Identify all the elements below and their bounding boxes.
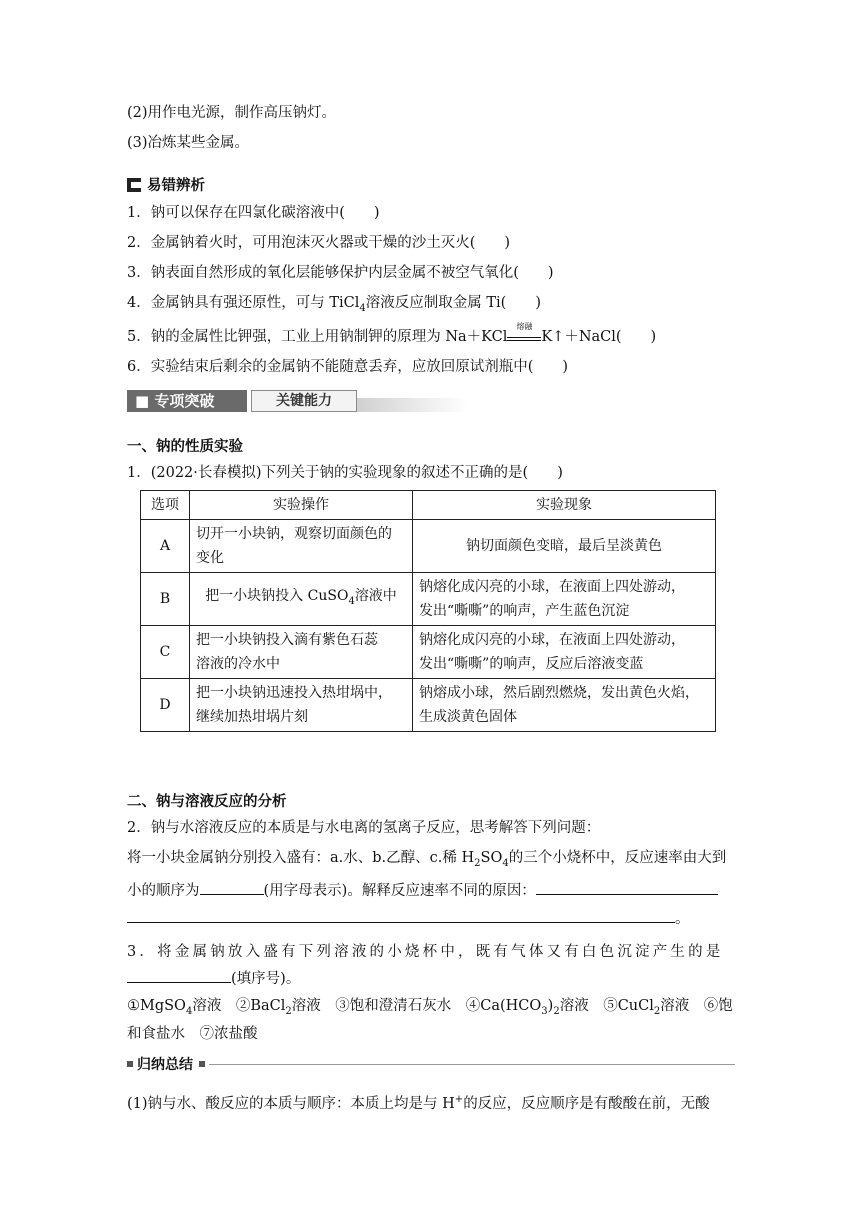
part2-heading: 二、钠与溶液反应的分析 (127, 794, 287, 810)
table-row: A 切开一小块钠，观察切面颜色的 变化 钠切面颜色变暗，最后呈淡黄色 (141, 520, 716, 573)
answer-blank[interactable] (200, 880, 264, 895)
q3-answer-blank[interactable] (127, 968, 231, 983)
banner-fade (357, 398, 467, 412)
summary-bullet (199, 1061, 205, 1067)
error-item-1: 1．钠可以保存在四氯化碳溶液中( ) (127, 205, 380, 221)
error-item-4: 4．金属钠具有强还原性，可与 TiCl$_4$溶液反应制取金属 Ti( ) (127, 295, 541, 314)
table-row: C 把一小块钠投入滴有紫色石蕊 溶液的冷水中 钠熔化成闪亮的小球，在液面上四处游动， 发出“嘶嘶”的响声，反应后溶液变蓝 (141, 626, 716, 679)
question-3-line-2: (填序号)。 (127, 968, 300, 989)
error-item-5: 5．钠的金属性比钾强，工业上用钠制钾的原理为 Na＋KCl 熔融 K↑＋NaCl( ) (127, 322, 657, 345)
summary-line-1: (1)钠与水、酸反应的本质与顺序：本质上均是与 H+的反应，反应顺序是有酸酸在前，无酸 (127, 1094, 710, 1112)
summary-rule (209, 1064, 735, 1065)
table-row: B 把一小块钠投入 CuSO$_4$溶液中 钠熔化成闪亮的小球，在液面上四处游动， 发出“嘶嘶”的响声，产生蓝色沉淀 (141, 573, 716, 626)
summary-title: 归纳总结 (137, 1057, 193, 1073)
header-phenomenon: 实验现象 (413, 491, 716, 520)
easy-errors-header (127, 174, 205, 195)
easy-errors-title: 易错辨析 (147, 178, 205, 194)
experiment-table (140, 490, 716, 732)
question-1: 1．(2022·长春模拟)下列关于钠的实验现象的叙述不正确的是( ) (127, 465, 563, 481)
reason-blank[interactable] (536, 880, 718, 895)
table-row: D 把一小块钠迅速投入热坩埚中， 继续加热坩埚片刻 钠熔成小球，然后剧烈燃烧，发出黄色火焰， 生成淡黄色固体 (141, 679, 716, 732)
part1-heading: 一、钠的性质实验 (127, 439, 243, 455)
header-option: 选项 (141, 491, 190, 520)
question-2-line-2: 将一小块金属钠分别投入盛有：a.水、b.乙醇、c.稀 $H_2SO_4$的三个小烧杯中，反应速率由大到 (127, 850, 727, 869)
question-3-options: ①MgSO$_4$溶液 ②BaCl$_2$溶液 ③饱和澄清石灰水 $④Ca(HCO_3)_2$溶液 ⑤CuCl$_2$溶液 ⑥饱 (127, 998, 733, 1017)
summary-bullet (127, 1061, 133, 1067)
error-item-2: 2．金属钠着火时，可用泡沫灭火器或干燥的沙土灭火( ) (127, 235, 511, 251)
banner-sub-label: 关键能力 (251, 390, 357, 412)
question-2-line-3: 小的顺序为 (用字母表示)。解释反应速率不同的原因： (127, 880, 718, 901)
table-header-row (141, 491, 716, 520)
reason-blank-continued[interactable] (127, 908, 675, 923)
question-3-line-1: 3．将金属钠放入盛有下列溶液的小烧杯中，既有气体又有白色沉淀产生的是 (127, 944, 724, 960)
question-3-line-4: 和食盐水 ⑦浓盐酸 (127, 1026, 258, 1042)
use-line-3: (3)冶炼某些金属。 (127, 135, 250, 151)
summary-header (127, 1054, 735, 1074)
error-item-6: 6．实验结束后剩余的金属钠不能随意丢弃，应放回原试剂瓶中( ) (127, 359, 569, 375)
section-banner (127, 390, 467, 414)
question-2-line-4: 。 (127, 908, 690, 929)
fusion-equals-sign: 熔融 (507, 329, 541, 341)
question-2-line-1: 2．钠与水溶液反应的本质是与水电离的氢离子反应，思考解答下列问题： (127, 820, 601, 836)
error-item-3: 3．钠表面自然形成的氧化层能够保护内层金属不被空气氧化( ) (127, 265, 554, 281)
use-line-2: (2)用作电光源，制作高压钠灯。 (127, 105, 337, 121)
section-icon (127, 178, 141, 192)
banner-main-label: ■ 专项突破 (127, 390, 247, 412)
header-operation: 实验操作 (190, 491, 413, 520)
